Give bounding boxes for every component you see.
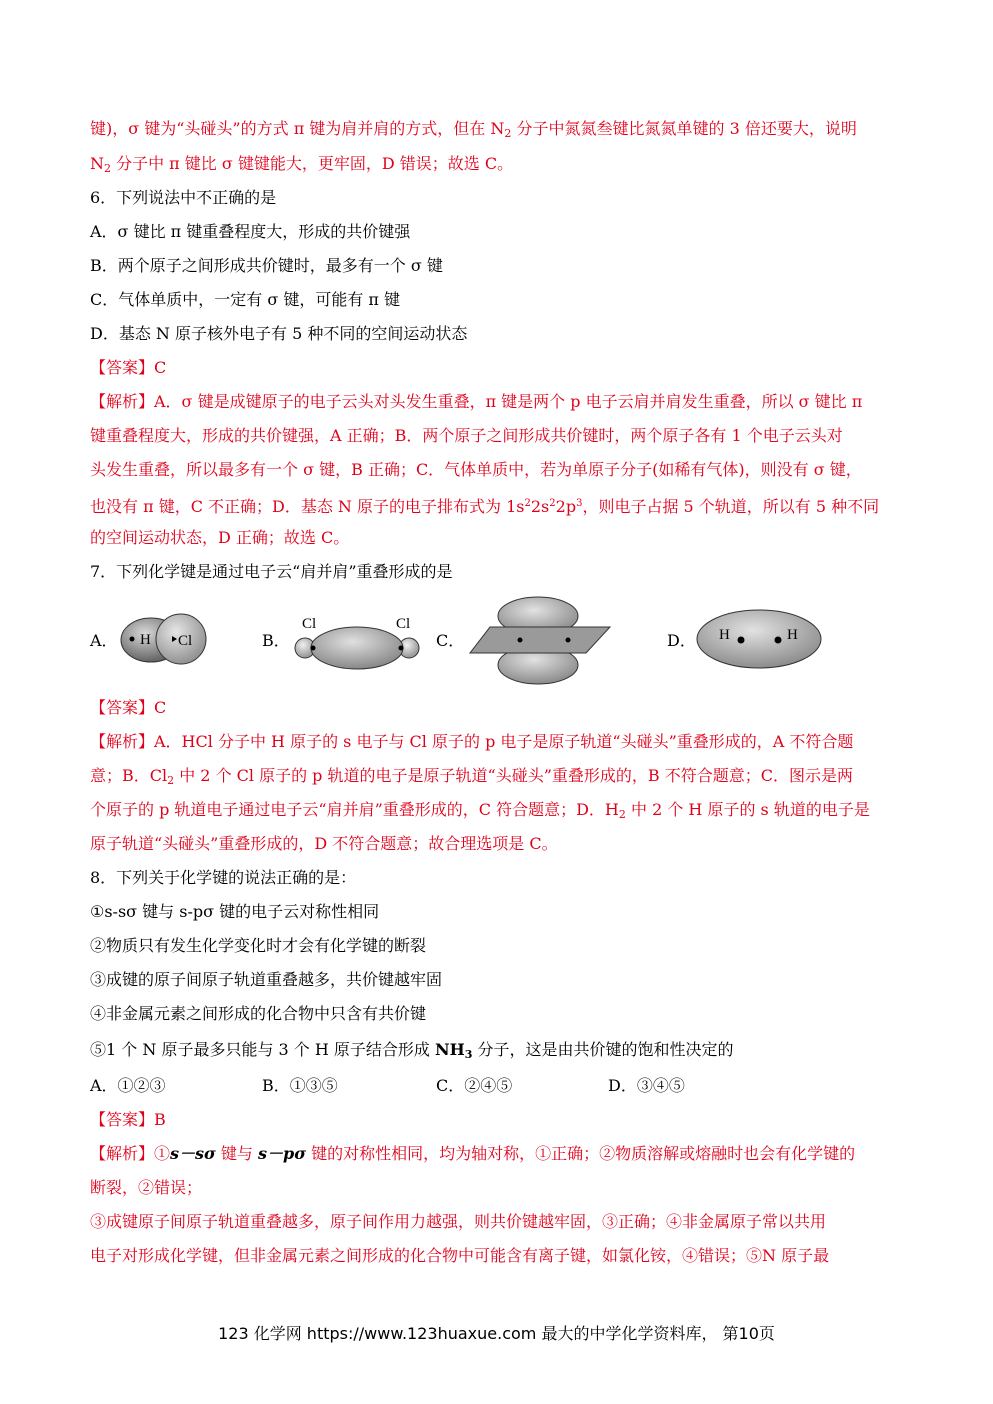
q7-explanation-2: 意；B．$Cl_2$ 中 2 个 Cl 原子的 p 轨道的电子是原子轨道“头碰头”重叠形成的，B 不符合题意；C．图示是两 [90, 766, 853, 787]
q7-a-h-label: H [140, 632, 151, 648]
q7-option-b-label: B． [262, 631, 290, 650]
prev-explanation-line-1: 键)，σ 键为“头碰头”的方式 π 键为肩并肩的方式，但在 $N_2$ 分子中氮氮叁键比氮氮单键的 3 倍还要大，说明 [90, 119, 857, 140]
q8-statement-3: ③成键的原子间原子轨道重叠越多，共价键越牢固 [90, 970, 443, 989]
q8-answer: 【答案】B [90, 1110, 166, 1129]
q8-explanation-1: 【解析】①s－sσ 键与 s－pσ 键的对称性相同，均为轴对称，①正确；②物质溶解或熔融时也会有化学键的 [90, 1144, 856, 1163]
q8-statement-1: ①s-sσ 键与 s-pσ 键的电子云对称性相同 [90, 902, 380, 921]
q6-answer: 【答案】C [90, 358, 167, 377]
q6-option-d: D．基态 N 原子核外电子有 5 种不同的空间运动状态 [90, 324, 468, 343]
q7-option-c-label: C． [436, 631, 465, 650]
q6-option-c: C．气体单质中，一定有 σ 键，可能有 π 键 [90, 290, 401, 309]
q6-option-a: A．σ 键比 π 键重叠程度大，形成的共价键强 [90, 222, 411, 241]
q7-b-cl-right-label: Cl [396, 616, 411, 632]
q7-figure-d-h2-orbital [695, 608, 827, 670]
q6-explanation-5: 的空间运动状态，D 正确；故选 C。 [90, 528, 350, 547]
q7-explanation-4: 原子轨道“头碰头”重叠形成的，D 不符合题意；故合理选项是 C。 [90, 834, 558, 853]
q8-explanation-3: ③成键原子间原子轨道重叠越多，原子间作用力越强，则共价键越牢固，③正确；④非金属原子常以共用 [90, 1212, 827, 1231]
q8-statement-2: ②物质只有发生化学变化时才会有化学键的断裂 [90, 936, 427, 955]
q7-b-cl-left-label: Cl [302, 616, 317, 632]
q7-figure-b-cl2-orbital [290, 610, 430, 672]
q8-explanation-4: 电子对形成化学键，但非金属元素之间形成的化合物中可能含有离子键，如氯化铵，④错误；⑤N 原子最 [90, 1246, 830, 1265]
q7-option-a-label: A． [90, 631, 118, 650]
q7-d-h-left-label: H [719, 627, 730, 643]
q7-explanation-3: 个原子的 p 轨道电子通过电子云“肩并肩”重叠形成的，C 符合题意；D．$H_2$ 中 2 个 H 原子的 s 轨道的电子是 [90, 800, 870, 821]
page-footer: 123 化学网 https://www.123huaxue.com 最大的中学化学资料库， 第10页 [218, 1324, 775, 1343]
q8-explanation-2: 断裂，②错误； [90, 1178, 203, 1197]
q7-d-h-right-label: H [787, 627, 798, 643]
q8-option-c: C．②④⑤ [436, 1076, 513, 1095]
q8-option-a: A．①②③ [90, 1076, 166, 1095]
q7-figure-a-hcl-orbital [118, 610, 218, 670]
q6-stem: 6．下列说法中不正确的是 [90, 188, 277, 207]
q8-option-b: B．①③⑤ [262, 1076, 338, 1095]
q7-stem: 7．下列化学键是通过电子云“肩并肩”重叠形成的是 [90, 562, 453, 581]
prev-explanation-line-2: $N_2$ 分子中 π 键比 σ 键键能大，更牢固，D 错误；故选 C。 [90, 154, 514, 175]
q7-explanation-1: 【解析】A．HCl 分子中 H 原子的 s 电子与 Cl 原子的 p 电子是原子轨道“头碰头”重叠形成的，A 不符合题 [90, 732, 854, 751]
q8-option-d: D．③④⑤ [608, 1076, 685, 1095]
q7-figure-c-pi-bond [466, 596, 616, 686]
q6-explanation-4: 也没有 π 键，C 不正确；D．基态 N 原子的电子排布式为 $1s^22s^22p^3$，则电子占据 5 个轨道，所以有 5 种不同 [90, 497, 880, 516]
q8-statement-5: ⑤1 个 N 原子最多只能与 3 个 H 原子结合形成 $NH_3$ 分子，这是由共价键的饱和性决定的 [90, 1040, 734, 1061]
q7-option-d-label: D． [667, 631, 696, 650]
q6-option-b: B．两个原子之间形成共价键时，最多有一个 σ 键 [90, 256, 443, 275]
q6-explanation-2: 键重叠程度大，形成的共价键强，A 正确；B．两个原子之间形成共价键时，两个原子各有 1 个电子云头对 [90, 426, 843, 445]
q8-statement-4: ④非金属元素之间形成的化合物中只含有共价键 [90, 1004, 427, 1023]
q7-answer: 【答案】C [90, 698, 167, 717]
q6-explanation-3: 头发生重叠，所以最多有一个 σ 键，B 正确；C．气体单质中，若为单原子分子(如稀有气体)，则没有 σ 键， [90, 460, 862, 479]
q7-a-cl-label: Cl [178, 633, 193, 649]
q8-stem: 8．下列关于化学键的说法正确的是： [90, 868, 357, 887]
q6-explanation-1: 【解析】A．σ 键是成键原子的电子云头对头发生重叠，π 键是两个 p 电子云肩并肩发生重叠，所以 σ 键比 π [90, 392, 863, 411]
